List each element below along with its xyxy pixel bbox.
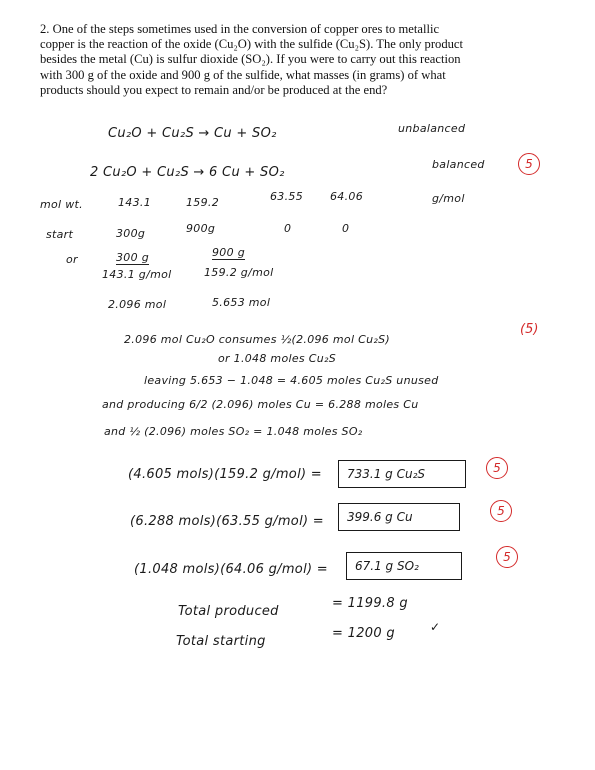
- fraction-numerator: 900 g: [212, 246, 245, 259]
- molwt-label: mol wt.: [40, 198, 83, 211]
- fraction-denominator: 143.1 g/mol: [102, 268, 172, 281]
- balanced-equation: 2 Cu₂O + Cu₂S → 6 Cu + SO₂: [90, 165, 285, 180]
- result-box: 67.1 g SO₂: [346, 552, 462, 580]
- start-label: start: [46, 228, 74, 241]
- or-label: or: [66, 253, 78, 266]
- moles-oxide: 2.096 mol: [108, 298, 167, 311]
- start-value: 300g: [116, 227, 146, 240]
- total-starting-label: Total starting: [176, 634, 266, 649]
- question-line: with 300 g of the oxide and 900 g of the sulfide, what masses (in grams) of what: [40, 67, 446, 82]
- question-line: copper is the reaction of the oxide (Cu₂O) with the sulfide (Cu₂S). The only product: [40, 37, 463, 52]
- start-value: 900g: [186, 222, 216, 235]
- producing-line: and producing 6/2 (2.096) moles Cu = 6.288 moles Cu: [102, 398, 419, 411]
- score-mark: (5): [520, 322, 539, 337]
- result-box: 399.6 g Cu: [338, 503, 460, 531]
- score-circle: 5: [490, 500, 512, 522]
- score-circle: 5: [518, 153, 540, 175]
- total-starting-value: = 1200 g: [332, 626, 395, 641]
- fraction-numerator: 300 g: [116, 251, 149, 264]
- total-produced-value: = 1199.8 g: [332, 596, 408, 611]
- score-circle: 5: [486, 457, 508, 479]
- balanced-label: balanced: [432, 158, 485, 171]
- moles-sulfide-consumed: or 1.048 moles Cu₂S: [218, 352, 336, 365]
- unbalanced-equation: Cu₂O + Cu₂S → Cu + SO₂: [108, 126, 277, 141]
- fraction-denominator: 159.2 g/mol: [204, 266, 274, 279]
- consumes-line: 2.096 mol Cu₂O consumes ½(2.096 mol Cu₂S): [124, 333, 390, 346]
- question-line: products should you expect to remain and/or be produced at the end?: [40, 82, 388, 97]
- unbalanced-label: unbalanced: [398, 122, 466, 135]
- start-value: 0: [284, 222, 292, 235]
- score-circle: 5: [496, 546, 518, 568]
- mass-calculation: (6.288 mols)(63.55 g/mol) =: [130, 514, 324, 529]
- check-mark-icon: ✓: [430, 620, 441, 634]
- question-text: [40, 22, 560, 98]
- mass-calculation: (1.048 mols)(64.06 g/mol) =: [134, 562, 328, 577]
- molwt-value: 143.1: [118, 196, 151, 209]
- sulfur-dioxide-line: and ½ (2.096) moles SO₂ = 1.048 moles SO₂: [104, 425, 363, 438]
- question-line: 2. One of the steps sometimes used in the conversion of copper ores to metallic: [40, 22, 440, 36]
- molwt-unit: g/mol: [432, 192, 465, 205]
- molwt-value: 159.2: [186, 196, 219, 209]
- molwt-value: 64.06: [330, 190, 363, 203]
- molwt-value: 63.55: [270, 190, 303, 203]
- moles-sulfide: 5.653 mol: [212, 296, 271, 309]
- question-line: besides the metal (Cu) is sulfur dioxide (SO₂). If you were to carry out this reaction: [40, 52, 461, 67]
- leaving-line: leaving 5.653 − 1.048 = 4.605 moles Cu₂S unused: [144, 374, 439, 387]
- result-box: 733.1 g Cu₂S: [338, 460, 466, 488]
- start-value: 0: [342, 222, 350, 235]
- mass-calculation: (4.605 mols)(159.2 g/mol) =: [128, 467, 322, 482]
- total-produced-label: Total produced: [178, 604, 279, 619]
